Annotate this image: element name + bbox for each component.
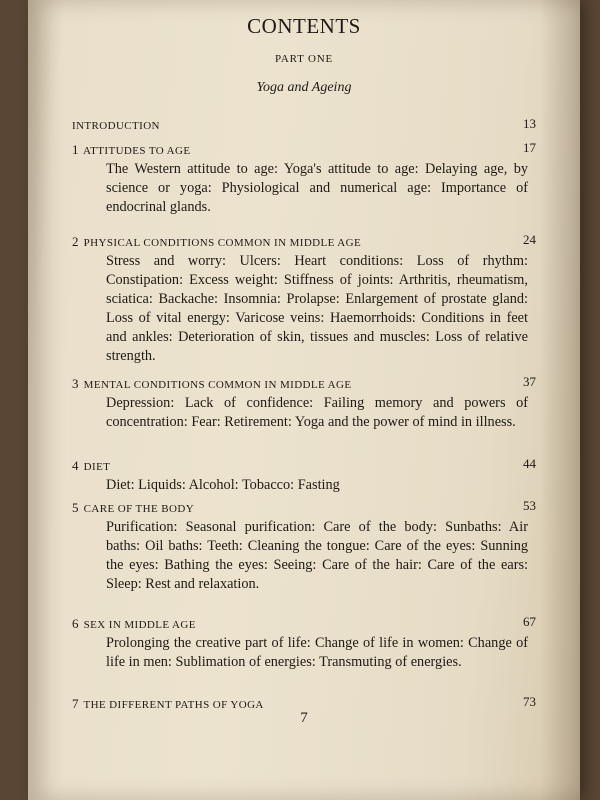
entry-number: 6 (72, 616, 79, 631)
entry-number: 1 (72, 142, 79, 157)
book-page (28, 0, 580, 800)
entry-page-number: 37 (523, 374, 536, 389)
entry-description: Prolonging the creative part of life: Change of life in women: Change of life in men: Sublimation of energies: Transmuting of energies. (106, 635, 528, 670)
toc-entry-4 (72, 456, 536, 495)
entry-heading: CARE OF THE BODY (83, 503, 195, 515)
entry-page-number: 53 (523, 498, 536, 513)
toc-entry-1 (72, 140, 536, 217)
toc-entry-introduction (72, 116, 536, 134)
entry-description: Purification: Seasonal purification: Care of the body: Sunbaths: Air baths: Oil baths: Teeth: Cleaning the tongue: Care of the eyes: Sunning the eyes: Bathing the eyes: Seeing: Care of the hair: Care of the ears: Sleep: Rest and relaxation. (106, 519, 528, 592)
entry-page-number: 17 (523, 140, 536, 155)
entry-heading: MENTAL CONDITIONS COMMON IN MIDDLE AGE (83, 379, 352, 391)
entry-number: 2 (72, 234, 79, 249)
entry-heading: SEX IN MIDDLE AGE (83, 619, 196, 631)
entry-number: 7 (72, 696, 79, 711)
entry-page-number: 24 (523, 232, 536, 247)
entry-description: Depression: Lack of confidence: Failing memory and powers of concentration: Fear: Retirement: Yoga and the power of mind in illness. (106, 395, 528, 430)
entry-description: The Western attitude to age: Yoga's attitude to age: Delaying age, by science or yoga: Physiological and numerical age: Importance of endocrinal glands. (106, 161, 528, 215)
entry-page-number: 44 (523, 456, 536, 471)
entry-page-number: 13 (523, 116, 536, 131)
toc-entry-6 (72, 614, 536, 672)
entry-description: Diet: Liquids: Alcohol: Tobacco: Fasting (106, 477, 340, 493)
contents-title: CONTENTS (247, 14, 361, 38)
entry-page-number: 73 (523, 694, 536, 709)
entry-heading: THE DIFFERENT PATHS OF YOGA (83, 699, 264, 711)
entry-page-number: 67 (523, 614, 536, 629)
entry-description: Stress and worry: Ulcers: Heart conditions: Loss of rhythm: Constipation: Excess weight: Stiffness of joints: Arthritis, rheumatism, sciatica: Backache: Insomnia: Prolapse: Enlargement of prostate gland: Loss of vital energy: Varicose veins: Haemorrhoids: Conditions in feet and ankles: Deterioration of skin, tissues and muscles: Loss of relative strength. (106, 253, 528, 364)
toc-entry-5 (72, 498, 536, 594)
entry-heading: INTRODUCTION (72, 120, 160, 132)
page-folio: 7 (300, 710, 308, 726)
toc-entry-3 (72, 374, 536, 432)
entry-number: 3 (72, 376, 79, 391)
entry-heading: PHYSICAL CONDITIONS COMMON IN MIDDLE AGE (83, 237, 362, 249)
entry-number: 5 (72, 500, 79, 515)
entry-heading: ATTITUDES TO AGE (83, 145, 191, 157)
page-edge-shadow (540, 0, 580, 800)
entry-heading: DIET (83, 461, 111, 473)
entry-number: 4 (72, 458, 79, 473)
toc-entry-2 (72, 232, 536, 366)
part-label: PART ONE (274, 53, 333, 65)
part-subtitle: Yoga and Ageing (256, 80, 352, 95)
